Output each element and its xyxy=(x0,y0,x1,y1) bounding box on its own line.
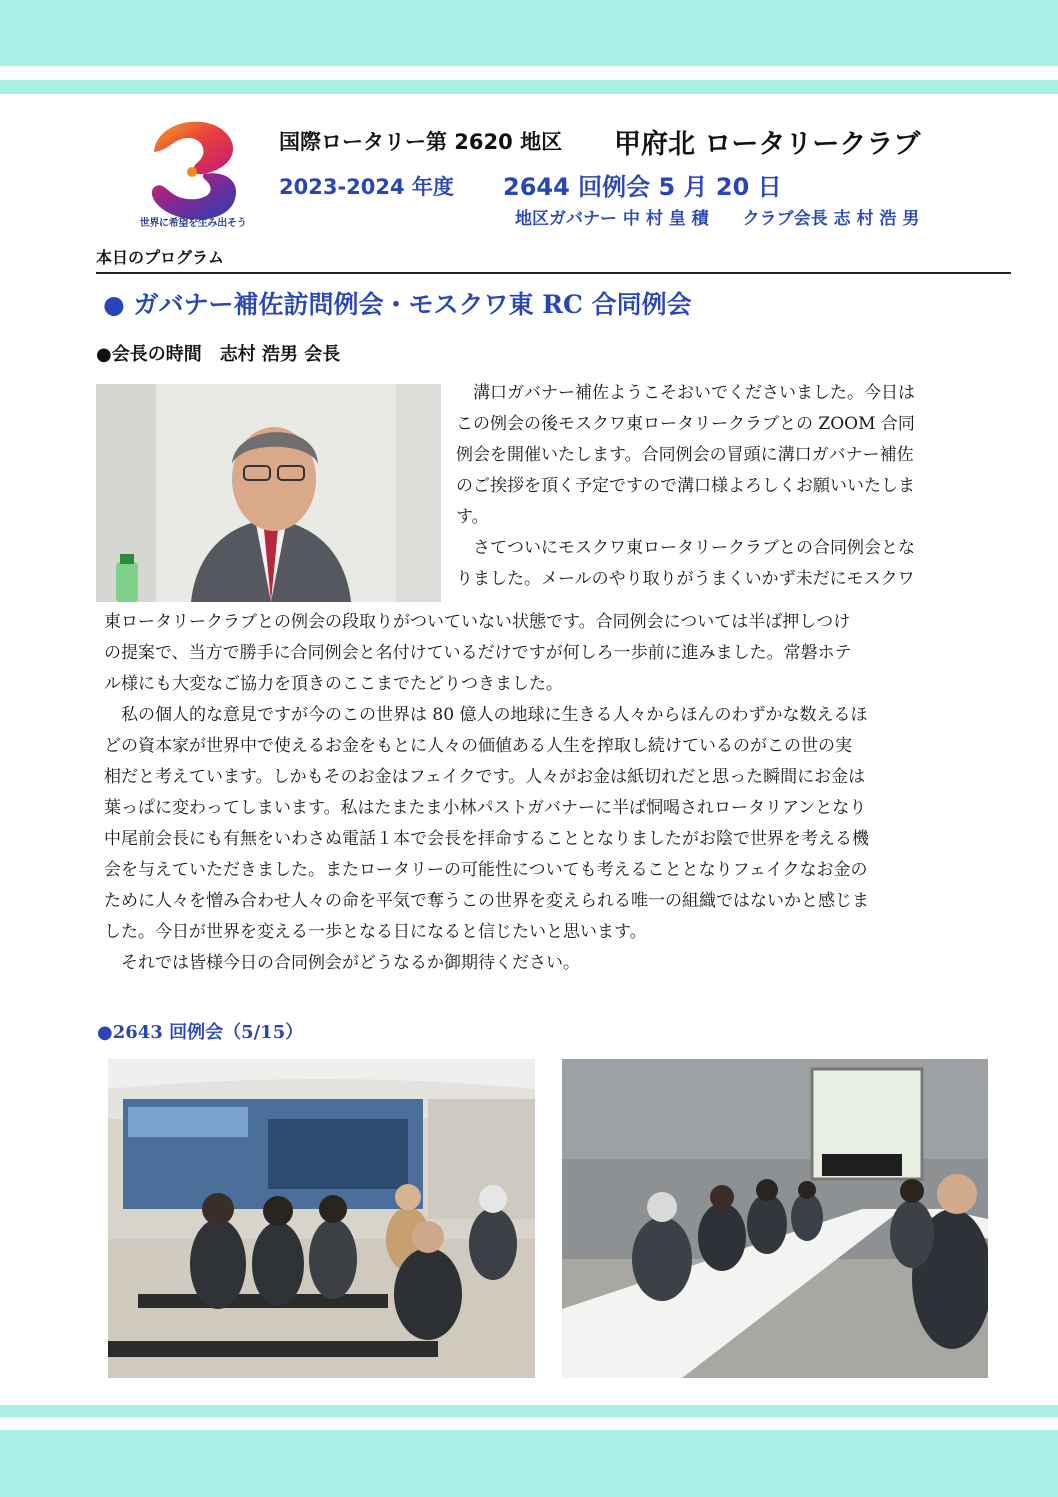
paragraph-line: さてついにモスクワ東ロータリークラブとの合同例会とな xyxy=(456,538,915,558)
president-section-heading: ●会長の時間 志村 浩男 会長 xyxy=(96,344,341,365)
program-label: 本日のプログラム xyxy=(96,248,224,267)
paragraph-line: 溝口ガバナー補佐ようこそおいでくださいました。今日は xyxy=(456,383,915,403)
president-text-full xyxy=(104,607,869,979)
divider xyxy=(96,272,1011,274)
president-text-column xyxy=(456,378,915,595)
meeting-photo-conference-room xyxy=(562,1059,988,1378)
bottom-stripe xyxy=(0,1405,1058,1417)
paragraph-line: す。 xyxy=(456,507,489,527)
paragraph-line: 葉っぱに変わってしまいます。私はたまたま小林パストガバナーに半ば恫喝されロータリアンとなり xyxy=(104,798,867,818)
paragraph-line: した。今日が世界を変える一歩となる日になると信じたいと思います。 xyxy=(104,922,647,942)
paragraph-line: のご挨拶を頂く予定ですので溝口様よろしくお願いいたしま xyxy=(456,476,915,496)
meeting-photo-screen-viewing xyxy=(108,1059,535,1378)
paragraph-line: 中尾前会長にも有無をいわさぬ電話１本で会長を拝命することとなりましたがお陰で世界を考える機 xyxy=(104,829,869,849)
paragraph-line: この例会の後モスクワ東ロータリークラブとの ZOOM 合同 xyxy=(456,414,915,434)
top-stripe xyxy=(0,80,1058,94)
top-band xyxy=(0,0,1058,66)
paragraph-line: それでは皆様今日の合同例会がどうなるか御期待ください。 xyxy=(104,953,580,973)
paragraph-line: 例会を開催いたします。合同例会の冒頭に溝口ガバナー補佐 xyxy=(456,445,914,465)
paragraph-line: 私の個人的な意見ですが今のこの世界は 80 億人の地球に生きる人々からほんのわずかな数えるほ xyxy=(104,705,868,725)
program-title: ● ガバナー補佐訪問例会・モスクワ東 RC 合同例会 xyxy=(103,290,692,319)
meeting-2643-heading: ●2643 回例会（5/15） xyxy=(97,1022,304,1043)
logo-tagline: 世界に希望を生み出そう xyxy=(139,218,247,229)
bottom-band xyxy=(0,1430,1058,1497)
club-name: 甲府北 ロータリークラブ xyxy=(614,129,921,160)
rotary-year: 2023-2024 年度 xyxy=(279,175,454,199)
paragraph-line: の提案で、当方で勝手に合同例会と名付けているだけですが何しろ一歩前に進みました。常磐ホテ xyxy=(104,643,852,663)
officers-line: 地区ガバナー 中 村 皇 積 クラブ会長 志 村 浩 男 xyxy=(515,209,920,229)
paragraph-line: ル様にも大変なご協力を頂きのここまでたどりつきました。 xyxy=(104,674,563,694)
paragraph-line: ために人々を憎み合わせ人々の命を平気で奪うこの世界を変えられる唯一の組織ではないかと感じま xyxy=(104,891,869,911)
paragraph-line: どの資本家が世界中で使えるお金をもとに人々の価値ある人生を搾取し続けているのがこの世の実 xyxy=(104,736,852,756)
paragraph-line: りました。メールのやり取りがうまくいかず未だにモスクワ xyxy=(456,569,915,589)
rotary-theme-logo xyxy=(134,112,250,230)
paragraph-line: 東ロータリークラブとの例会の段取りがついていない状態です。合同例会については半ば押しつけ xyxy=(104,612,851,632)
president-photo xyxy=(96,384,441,602)
district-name: 国際ロータリー第 2620 地区 xyxy=(279,130,563,154)
paragraph-line: 会を与えていただきました。またロータリーの可能性についても考えることとなりフェイクなお金の xyxy=(104,860,868,880)
meeting-number-date: 2644 回例会 5 月 20 日 xyxy=(503,173,782,201)
paragraph-line: 相だと考えています。しかもそのお金はフェイクです。人々がお金は紙切れだと思った瞬間にお金は xyxy=(104,767,866,787)
